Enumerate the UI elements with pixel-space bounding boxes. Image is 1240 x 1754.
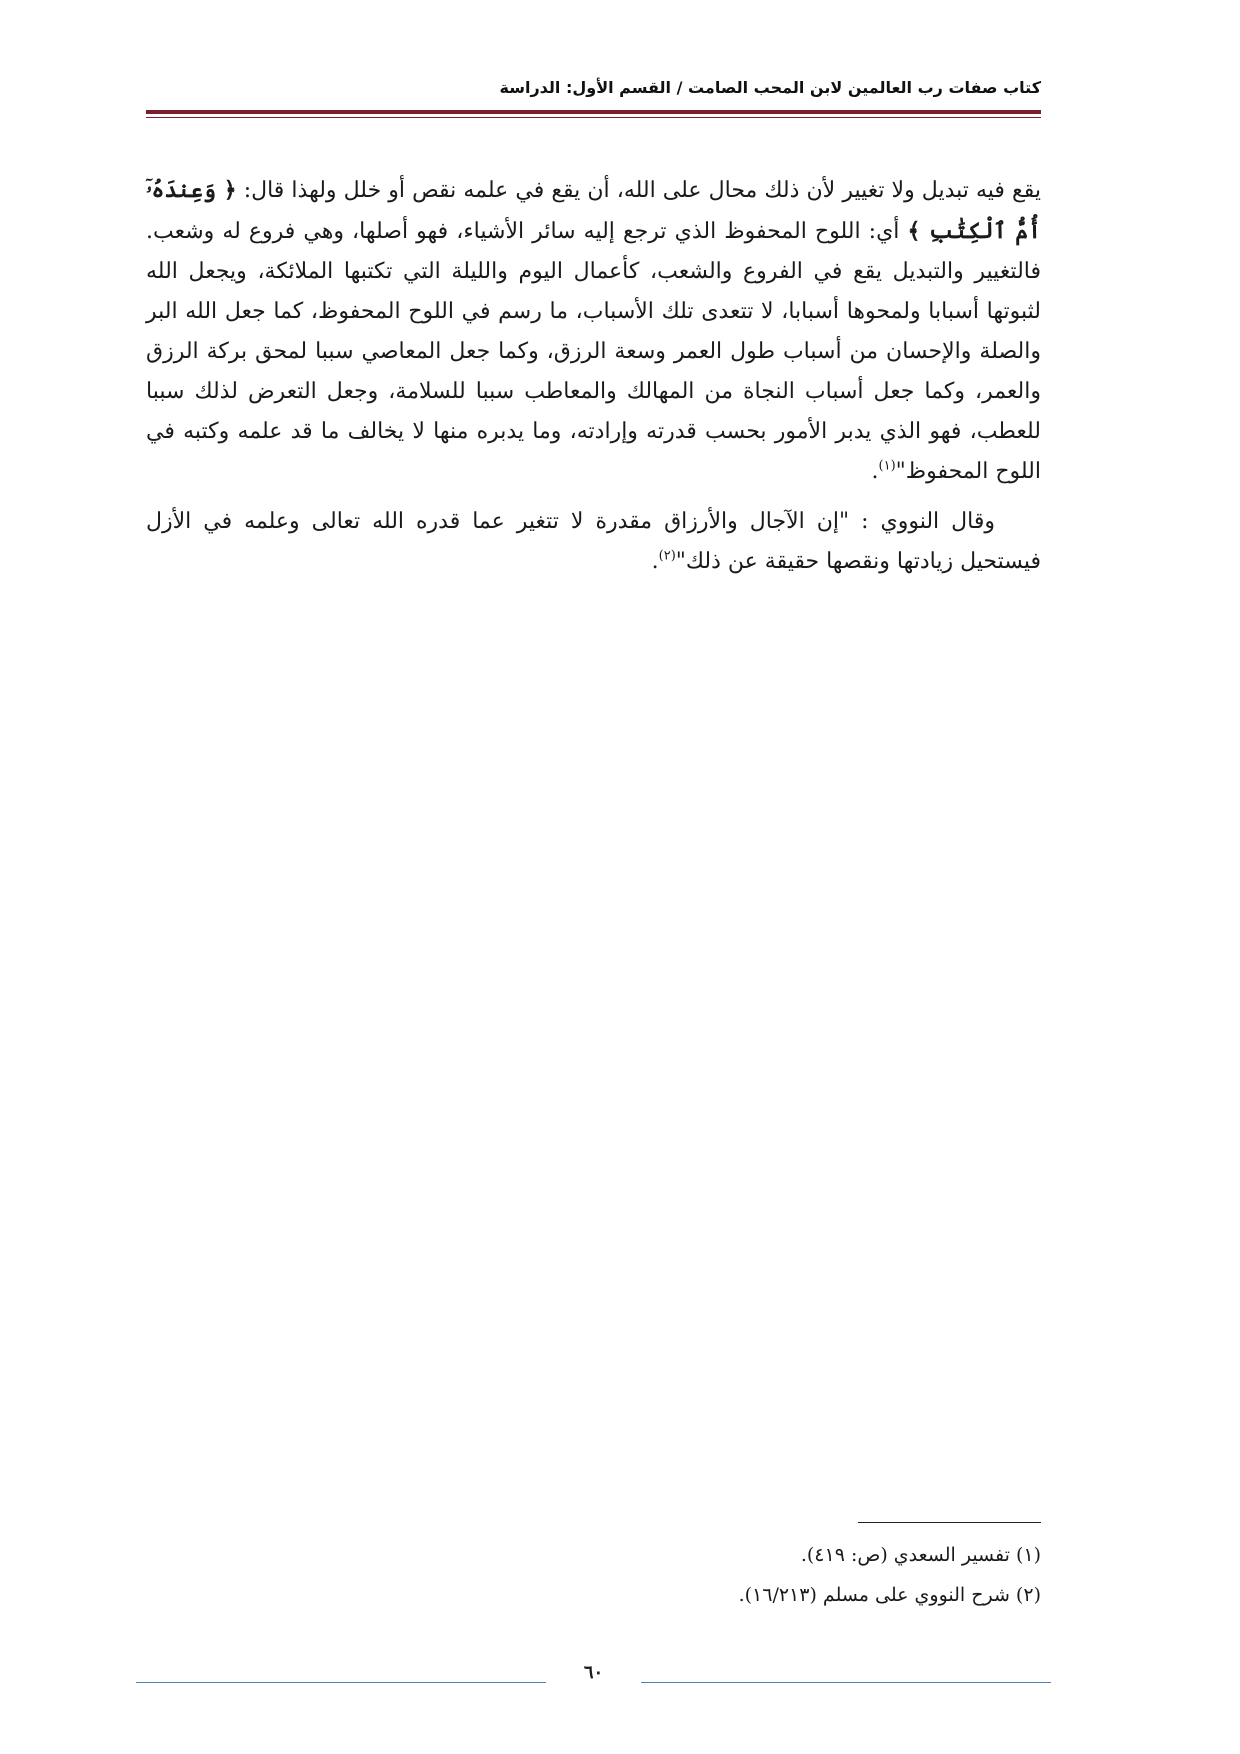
paragraph-1-continuation: أي: اللوح المحفوظ الذي ترجع إليه سائر الأشياء، فهو أصلها، وهي فروع له وشعب. فالتغيير والتبديل يقع في الفروع والشعب، كأعمال اليوم والليلة التي تكتبها الملائكة، ويجعل الله لثبوتها أسبابا ولمحوها أسبابا، لا تتعدى تلك الأسباب، ما رسم في اللوح المحفوظ، كما جعل الله البر والصلة والإحسان من أسباب طول العمر وسعة الرزق، وكما جعل المعاصي سببا لمحق بركة الرزق والعمر، وكما جعل أسباب النجاة من المهالك والمعاطب سببا للسلامة، وجعل التعرض لذلك سببا للعطب، فهو الذي يدبر الأمور بحسب قدرته وإرادته، وما يدبره منها لا يخالف ما قد علمه وكتبه في اللوح المحفوظ" — [146, 219, 1041, 484]
page-footer — [136, 1662, 1051, 1692]
paragraph-2 — [146, 502, 1041, 582]
paragraph-1-end: . — [871, 459, 879, 484]
quran-verse: ﴿ وَعِندَهُۥٓ أُمُّ ٱلْكِتَٰبِ ﴾ — [146, 177, 1041, 244]
paragraph-1 — [146, 170, 1041, 492]
paragraph-2-text: وقال النووي : "إن الآجال والأرزاق مقدرة لا تتغير عما قدره الله تعالى وعلمه في الأزل فيستحيل زيادتها ونقصها حقيقة عن ذلك" — [146, 509, 1041, 574]
page-number: ٦٠ — [583, 1662, 604, 1683]
footnote-ref-1[interactable]: (١) — [878, 458, 896, 474]
header-rule-thin — [146, 117, 1041, 118]
running-header: كتاب صفات رب العالمين لابن المحب الصامت / القسم الأول: الدراسة — [499, 78, 1041, 97]
footer-rule-right — [641, 1682, 1051, 1683]
paragraph-1-opening: يقع فيه تبديل ولا تغيير لأن ذلك محال على الله، أن يقع في علمه نقص أو خلل ولهذا قال: — [243, 178, 1041, 203]
header-rule — [146, 110, 1041, 114]
main-text — [146, 170, 1041, 592]
footnote-separator — [858, 1522, 1041, 1523]
footnote-1: (١) تفسير السعدي (ص: ٤١٩). — [800, 1544, 1041, 1566]
footnote-2: (٢) شرح النووي على مسلم (١٦/٢١٣). — [738, 1584, 1041, 1606]
footnote-ref-2[interactable]: (٢) — [658, 548, 676, 564]
footnotes — [146, 1535, 1041, 1615]
paragraph-2-end: . — [651, 549, 659, 574]
